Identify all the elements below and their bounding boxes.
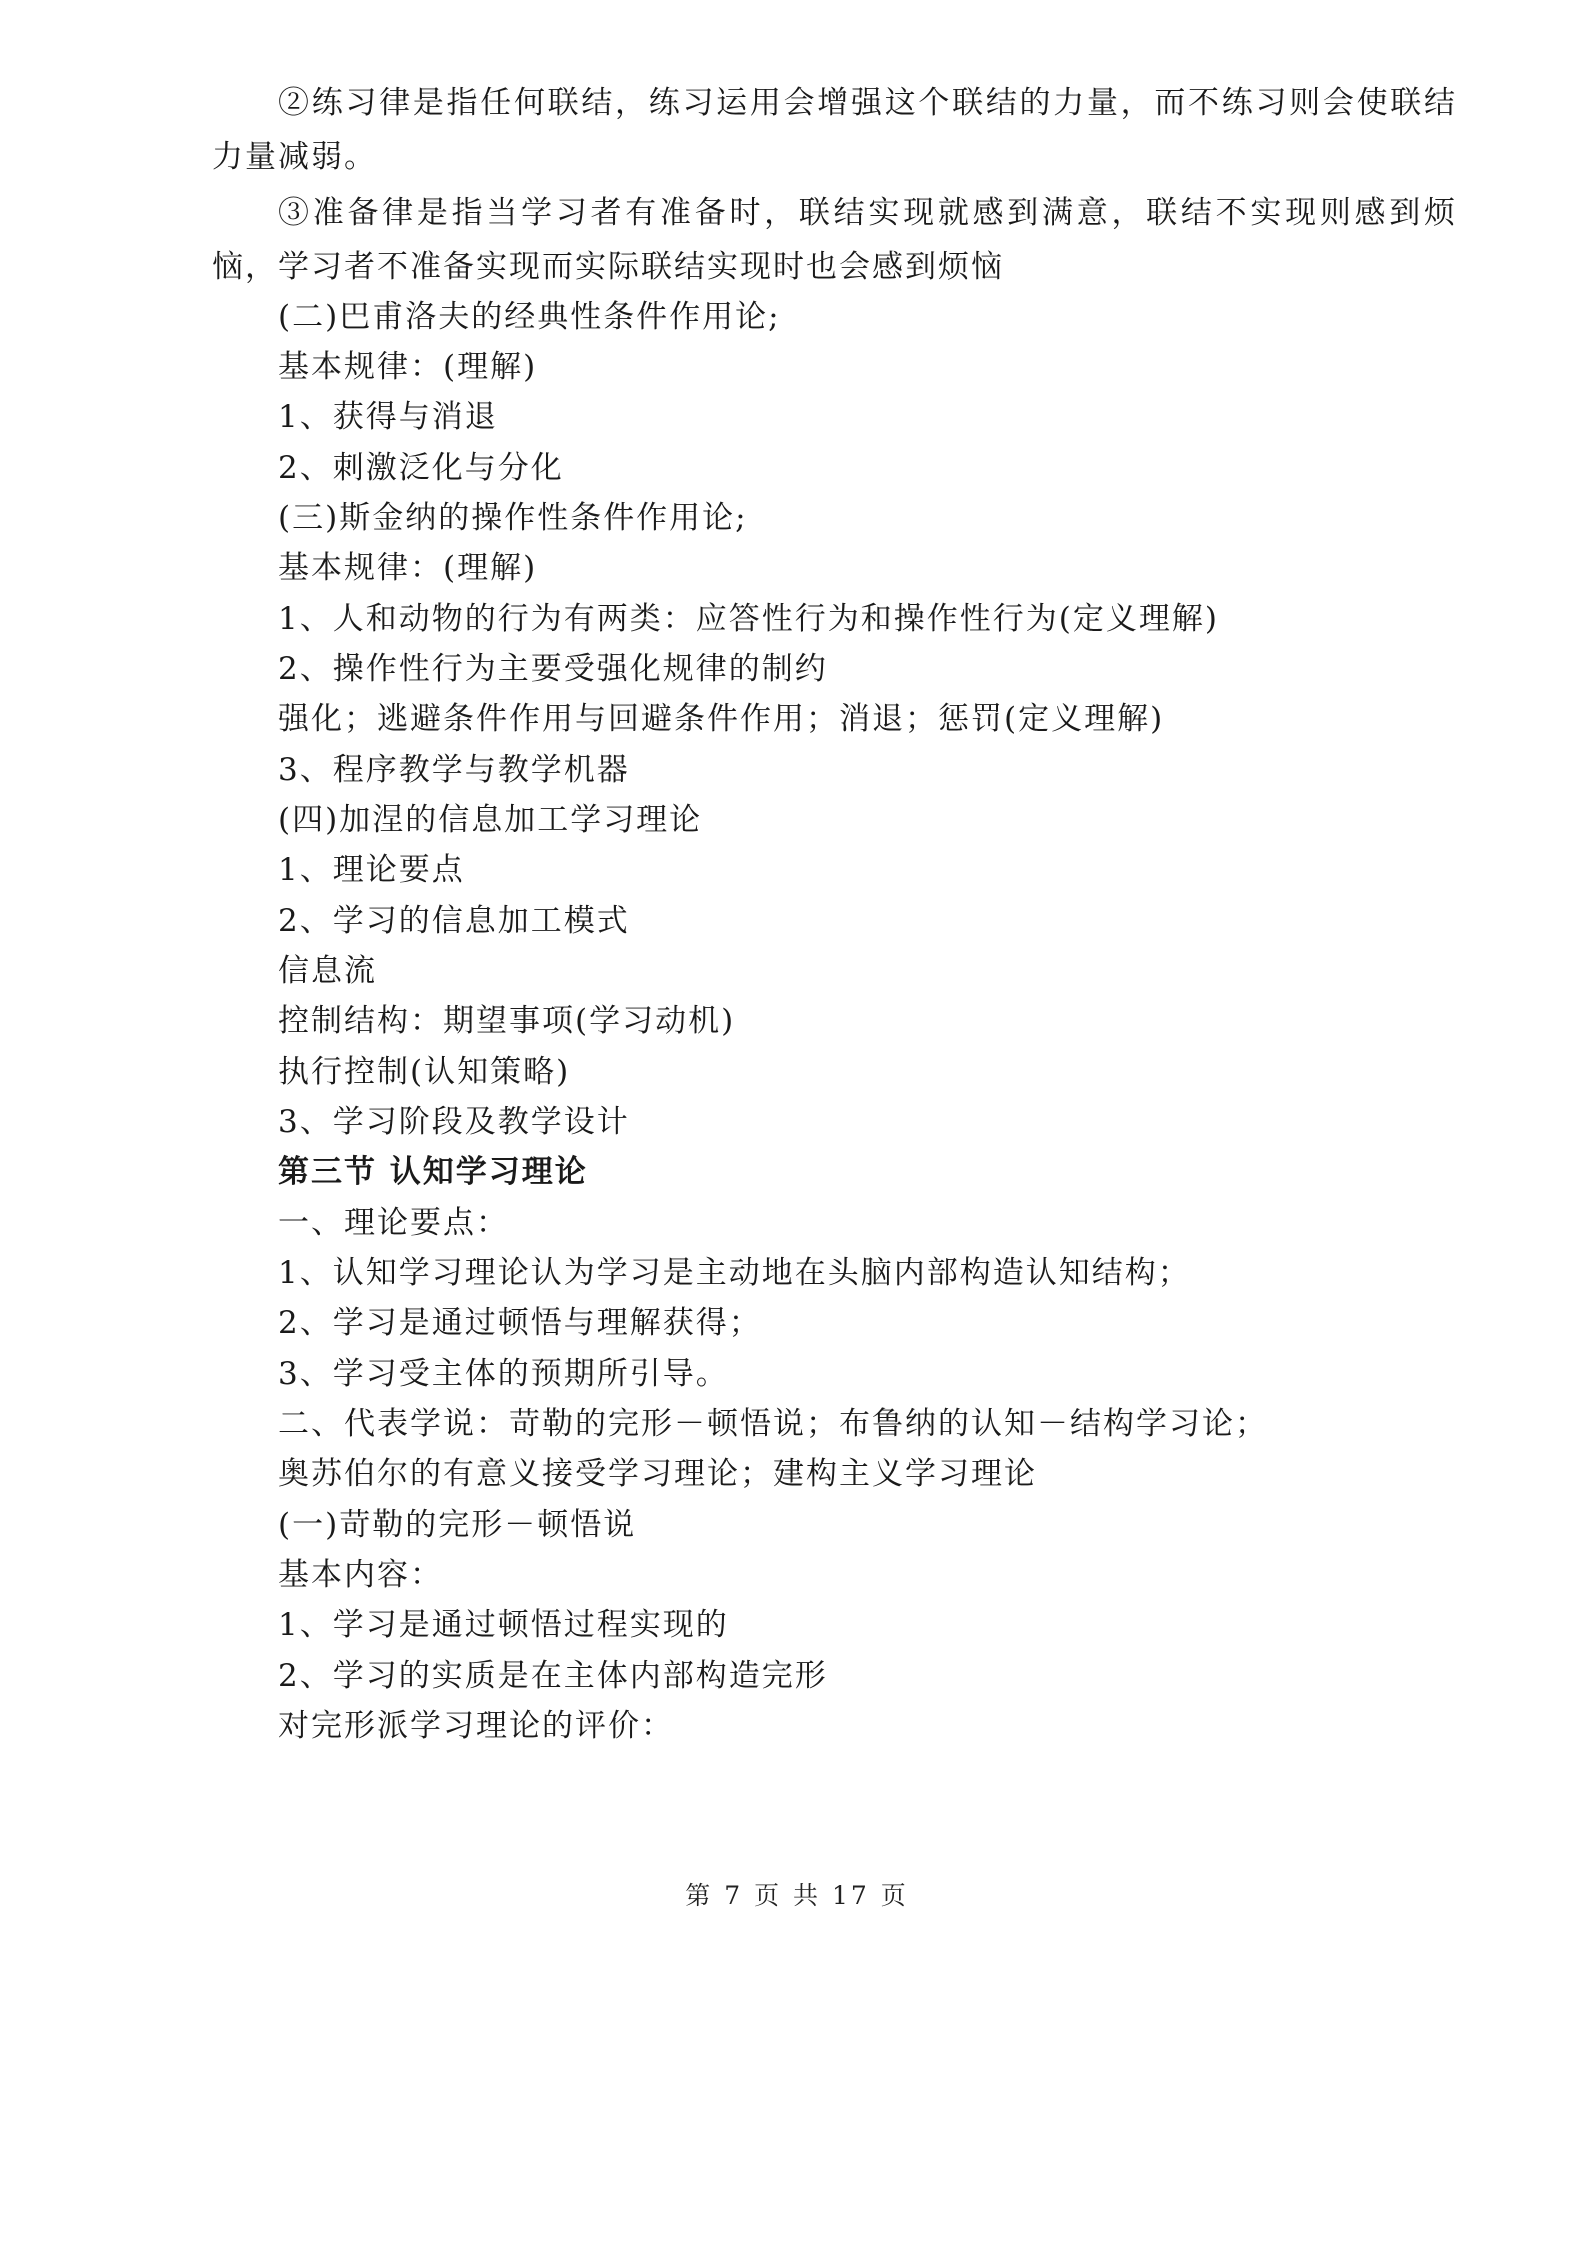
text-basic-laws: 基本规律：(理解) [278, 349, 538, 385]
heading-kohler-gestalt-insight: (一)苛勒的完形－顿悟说 [278, 1507, 637, 1543]
heading-gagne-information-processing: (四)加涅的信息加工学习理论 [278, 802, 703, 838]
list-item: 1、认知学习理论认为学习是主动地在头脑内部构造认知结构； [278, 1255, 1191, 1291]
list-item: 2、刺激泛化与分化 [278, 450, 564, 486]
text-line: 控制结构：期望事项(学习动机) [278, 1003, 736, 1039]
list-item: 1、理论要点 [278, 852, 465, 888]
page-footer: 第 7 页 共 17 页 [685, 1881, 909, 1910]
text-line: 一、理论要点： [278, 1205, 509, 1241]
text-line: 奥苏伯尔的有意义接受学习理论；建构主义学习理论 [278, 1456, 1037, 1492]
text-line: 信息流 [278, 953, 377, 989]
list-item: 2、学习的实质是在主体内部构造完形 [278, 1658, 828, 1694]
list-item: 3、学习阶段及教学设计 [278, 1104, 630, 1140]
paragraph-readiness-law: ③准备律是指当学习者有准备时，联结实现就感到满意，联结不实现则感到烦恼，学习者不准备实现而实际联结实现时也会感到烦恼 [212, 195, 1457, 285]
text-line: 二、代表学说：苛勒的完形－顿悟说；布鲁纳的认知－结构学习论； [278, 1406, 1268, 1442]
paragraph-practice-law: ②练习律是指任何联结，练习运用会增强这个联结的力量，而不练习则会使联结力量减弱。 [212, 85, 1457, 175]
list-item: 2、学习是通过顿悟与理解获得； [278, 1305, 762, 1341]
list-item: 1、学习是通过顿悟过程实现的 [278, 1607, 729, 1643]
text-line: 对完形派学习理论的评价： [278, 1708, 674, 1744]
text-line: 基本内容： [278, 1557, 443, 1593]
text-line: 执行控制(认知策略) [278, 1054, 571, 1090]
list-item: 1、获得与消退 [278, 399, 498, 435]
heading-skinner-operant-conditioning: (三)斯金纳的操作性条件作用论; [278, 500, 748, 536]
section-title: 第三节 认知学习理论 [278, 1154, 588, 1190]
text-basic-laws: 基本规律：(理解) [278, 550, 538, 586]
heading-pavlov-classical-conditioning: (二)巴甫洛夫的经典性条件作用论; [278, 299, 781, 335]
list-item: 2、学习的信息加工模式 [278, 903, 630, 939]
list-item: 2、操作性行为主要受强化规律的制约 [278, 651, 828, 687]
list-item: 3、学习受主体的预期所引导。 [278, 1356, 729, 1392]
list-item: 3、程序教学与教学机器 [278, 752, 630, 788]
text-line: 强化；逃避条件作用与回避条件作用；消退；惩罚(定义理解) [278, 701, 1165, 737]
list-item: 1、人和动物的行为有两类：应答性行为和操作性行为(定义理解) [278, 601, 1219, 637]
